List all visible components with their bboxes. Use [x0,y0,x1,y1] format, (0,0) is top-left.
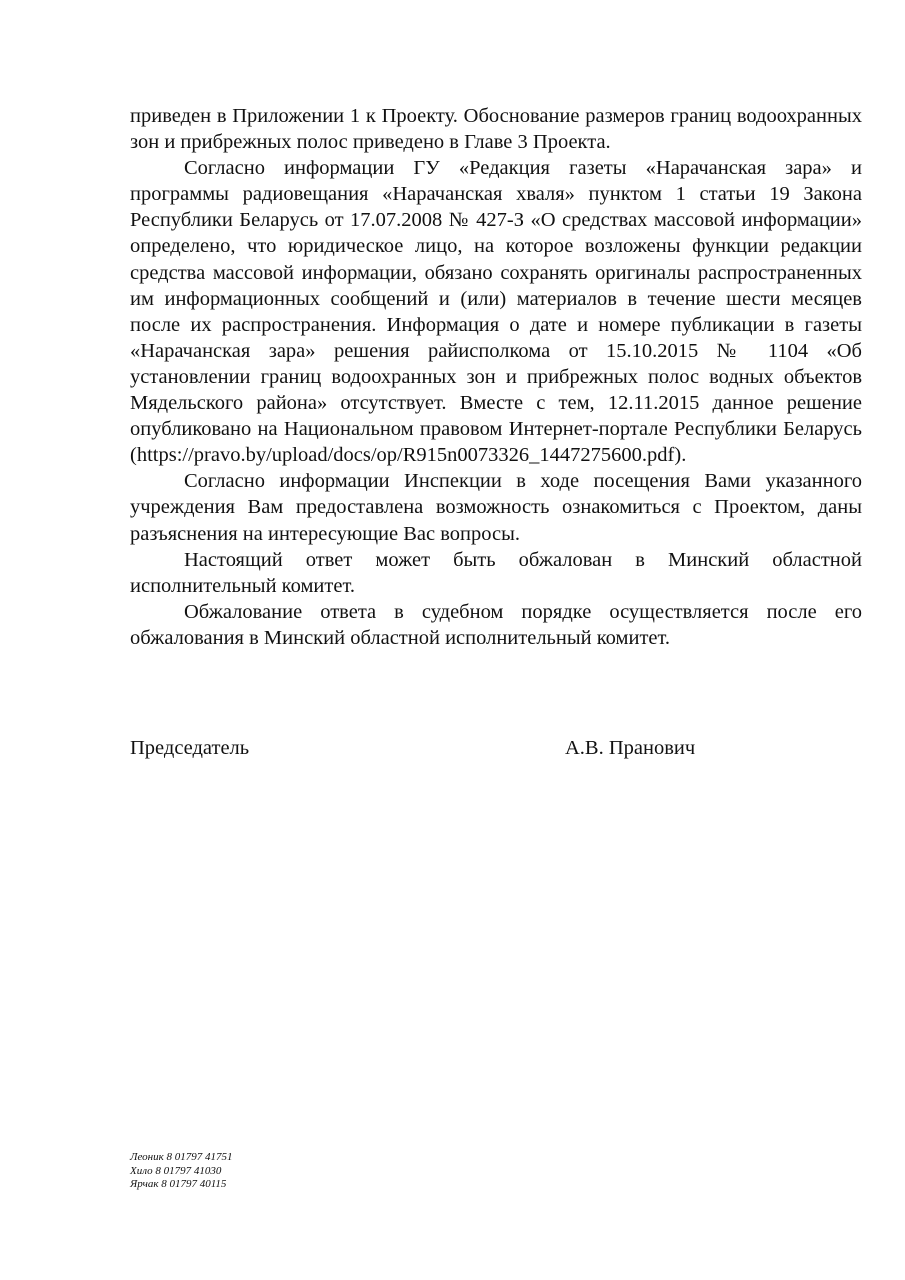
paragraph-court-appeal: Обжалование ответа в судебном порядке осуществляется после его обжалования в Минский областной исполнительный комитет. [130,600,862,649]
letter-body [130,103,862,651]
contact-line: Хило 8 01797 41030 [130,1164,222,1177]
signatory-role: Председатель [130,737,250,759]
paragraph-appeal-notice: Настоящий ответ может быть обжалован в Минский областной исполнительный комитет. [130,548,862,597]
contact-line: Леоник 8 01797 41751 [130,1151,233,1163]
signatory-name: А.В. Пранович [565,737,696,759]
signature-block [130,735,862,765]
contact-line: Ярчак 8 01797 40115 [130,1178,227,1190]
paragraph-project-reference: приведен в Приложении 1 к Проекту. Обоснование размеров границ водоохранных зон и прибрежных полос приведено в Главе 3 Проекта. [130,105,862,154]
paragraph-newspaper-information: Согласно информации ГУ «Редакция газеты «Нарачанская зара» и программы радиовещания «Нарачанская хваля» пунктом 1 статьи 19 Закона Республики Беларусь от 17.07.2008 № 427-З «О средствах массовой информации» определено, что юридическое лицо, на которое возложены функции редакции средства массовой информации, обязано сохранять оригиналы распространенных им информационных сообщений и (или) материалов в течение шести месяцев после их распространения. Информация о дате и номере публикации в газеты «Нарачанская зара» решения райисполкома от 15.10.2015 № 1104 «Об установлении границ водоохранных зон и прибрежных полос водных объектов Мядельского района» отсутствует. Вместе с тем, 12.11.2015 данное решение опубликовано на Национальном правовом Интернет-портале Республики Беларусь (https://pravo.by/upload/docs/op/R915n0073326_1447275600.pdf). [130,157,862,467]
executor-contacts [130,1151,233,1192]
paragraph-inspection-information: Согласно информации Инспекции в ходе посещения Вами указанного учреждения Вам предоставлена возможность ознакомиться с Проектом, даны разъяснения на интересующие Вас вопросы. [130,470,862,545]
